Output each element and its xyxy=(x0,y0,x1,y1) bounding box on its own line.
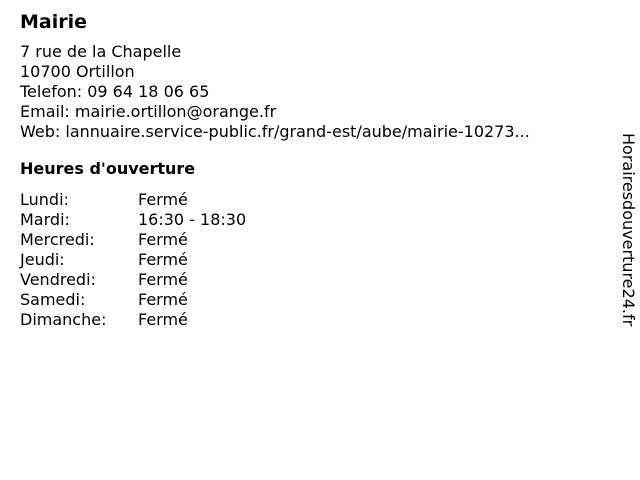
day-label: Jeudi: xyxy=(20,250,65,269)
business-title: Mairie xyxy=(20,11,88,33)
day-label: Dimanche: xyxy=(20,310,107,329)
day-hours: Fermé xyxy=(138,190,188,209)
day-label: Mercredi: xyxy=(20,230,95,249)
web-link[interactable]: lannuaire.service-public.fr/grand-est/aube/mairie-10273... xyxy=(65,122,530,141)
opening-hours-heading: Heures d'ouverture xyxy=(20,159,196,178)
web-line xyxy=(20,122,600,142)
hours-row-dimanche xyxy=(20,310,600,330)
day-label: Lundi: xyxy=(20,190,69,209)
phone-number[interactable]: 09 64 18 06 65 xyxy=(87,82,210,101)
day-label: Mardi: xyxy=(20,210,70,229)
email-label: Email: xyxy=(20,102,70,121)
day-label: Samedi: xyxy=(20,290,86,309)
day-hours: Fermé xyxy=(138,310,188,329)
phone-label: Telefon: xyxy=(20,82,83,101)
email-line xyxy=(20,102,600,122)
hours-row-mercredi xyxy=(20,230,600,250)
phone-line xyxy=(20,82,600,102)
day-hours: Fermé xyxy=(138,250,188,269)
hours-row-mardi xyxy=(20,210,600,230)
opening-hours-table xyxy=(20,190,600,330)
hours-row-lundi xyxy=(20,190,600,210)
day-hours: Fermé xyxy=(138,270,188,289)
day-label: Vendredi: xyxy=(20,270,96,289)
site-watermark: Horairesdouverture24.fr xyxy=(619,133,638,327)
hours-row-vendredi xyxy=(20,270,600,290)
hours-row-samedi xyxy=(20,290,600,310)
address-street: 7 rue de la Chapelle xyxy=(20,42,182,61)
hours-row-jeudi xyxy=(20,250,600,270)
web-label: Web: xyxy=(20,122,61,141)
business-card xyxy=(20,10,600,330)
day-hours: Fermé xyxy=(138,230,188,249)
day-hours: 16:30 - 18:30 xyxy=(138,210,247,229)
email-address[interactable]: mairie.ortillon@orange.fr xyxy=(74,102,277,121)
address-city: 10700 Ortillon xyxy=(20,62,135,81)
day-hours: Fermé xyxy=(138,290,188,309)
